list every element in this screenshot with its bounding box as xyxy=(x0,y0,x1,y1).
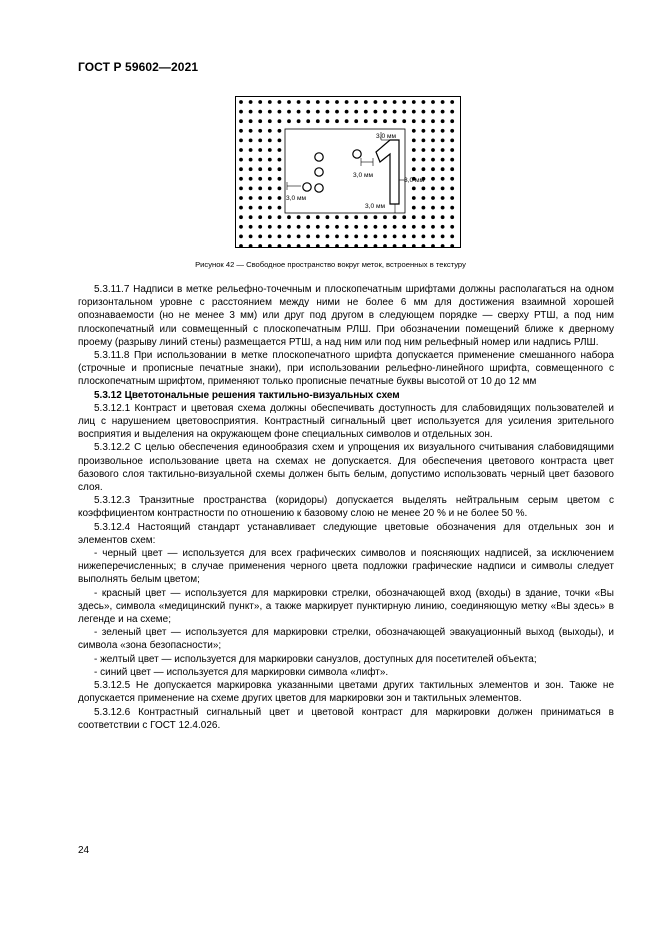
texture-dot xyxy=(450,177,454,181)
texture-dot xyxy=(306,110,310,114)
texture-dot xyxy=(239,110,243,114)
texture-dot xyxy=(383,225,387,229)
texture-dot xyxy=(364,119,368,123)
texture-dot xyxy=(441,196,445,200)
texture-dot xyxy=(354,215,358,219)
texture-dot xyxy=(393,244,397,248)
texture-dot xyxy=(239,148,243,152)
texture-dot xyxy=(287,244,291,248)
texture-dot xyxy=(278,225,282,229)
paragraph: 5.3.12.5 Не допускается маркировка указанными цветами других тактильных элементов и зон. Также не допускается применение на схеме других цветов для маркировки зон и тактильных элементов. xyxy=(78,680,614,705)
texture-dot xyxy=(326,110,330,114)
body-text xyxy=(78,283,614,732)
texture-dot xyxy=(364,235,368,239)
texture-dot xyxy=(249,235,253,239)
section-heading: 5.3.12 Цветотональные решения тактильно-визуальных схем xyxy=(94,389,400,401)
texture-dot xyxy=(335,215,339,219)
texture-dot xyxy=(431,187,435,191)
texture-dot xyxy=(287,119,291,123)
texture-dot xyxy=(354,235,358,239)
list-item: - красный цвет — используется для маркировки стрелки, обозначающей вход (входы) в здание, точки «Вы здесь», символа «медицинский пункт», а также маркирует пунктирную линию, соединяющую метку «Вы здесь» в легенде и на схеме; xyxy=(78,587,614,626)
texture-dot xyxy=(431,225,435,229)
texture-dot xyxy=(249,129,253,133)
texture-dot xyxy=(316,225,320,229)
texture-dot xyxy=(258,158,262,162)
texture-dot xyxy=(450,196,454,200)
texture-dot xyxy=(287,235,291,239)
texture-dot xyxy=(316,215,320,219)
texture-dot xyxy=(450,206,454,210)
texture-dot xyxy=(402,225,406,229)
dim-label-left: 3,0 мм xyxy=(286,195,307,202)
list-item: - зеленый цвет — используется для маркировки стрелки, обозначающей эвакуационный выход (выходы), и символа «зона безопасности»; xyxy=(78,627,614,652)
texture-dot xyxy=(306,225,310,229)
texture-dot xyxy=(412,100,416,104)
texture-dot xyxy=(258,235,262,239)
texture-dot xyxy=(422,129,426,133)
texture-dot xyxy=(441,187,445,191)
texture-dot xyxy=(306,235,310,239)
texture-dot xyxy=(278,177,282,181)
texture-dot xyxy=(450,167,454,171)
texture-dot xyxy=(268,244,272,248)
texture-dot xyxy=(239,129,243,133)
texture-dot xyxy=(354,110,358,114)
texture-dot xyxy=(258,119,262,123)
texture-dot xyxy=(239,215,243,219)
texture-dot xyxy=(268,100,272,104)
figure-caption: Рисунок 42 — Свободное пространство вокруг меток, встроенных в текстуру xyxy=(195,260,466,269)
braille-dot xyxy=(303,183,311,191)
texture-dot xyxy=(450,215,454,219)
texture-dot xyxy=(306,100,310,104)
texture-dot xyxy=(431,158,435,162)
texture-dot xyxy=(258,100,262,104)
texture-dot xyxy=(306,119,310,123)
texture-dot xyxy=(287,100,291,104)
texture-dot xyxy=(335,110,339,114)
texture-dot xyxy=(393,100,397,104)
texture-dot xyxy=(268,235,272,239)
texture-dot xyxy=(364,110,368,114)
texture-dot xyxy=(374,100,378,104)
texture-dot xyxy=(258,167,262,171)
texture-dot xyxy=(431,148,435,152)
texture-dot xyxy=(345,110,349,114)
texture-dot xyxy=(393,235,397,239)
texture-dot xyxy=(345,225,349,229)
texture-dot xyxy=(278,187,282,191)
texture-dot xyxy=(402,119,406,123)
texture-dot xyxy=(412,158,416,162)
texture-dot xyxy=(249,139,253,143)
texture-dot xyxy=(278,129,282,133)
figure-diagram xyxy=(235,96,461,248)
texture-dot xyxy=(345,119,349,123)
texture-dot xyxy=(258,196,262,200)
texture-dot xyxy=(287,215,291,219)
texture-dot xyxy=(450,158,454,162)
texture-dot xyxy=(268,167,272,171)
texture-dot xyxy=(249,215,253,219)
figure-42 xyxy=(235,96,461,248)
braille-dot xyxy=(315,168,323,176)
texture-dot xyxy=(249,158,253,162)
texture-dot xyxy=(412,139,416,143)
texture-dot xyxy=(268,206,272,210)
texture-dot xyxy=(374,110,378,114)
texture-dot xyxy=(335,235,339,239)
texture-dot xyxy=(441,158,445,162)
texture-dot xyxy=(326,235,330,239)
texture-dot xyxy=(393,110,397,114)
texture-dot xyxy=(268,177,272,181)
texture-dot xyxy=(450,244,454,248)
texture-dot xyxy=(258,148,262,152)
texture-dot xyxy=(258,129,262,133)
texture-dot xyxy=(239,187,243,191)
texture-dot xyxy=(393,119,397,123)
texture-dot xyxy=(249,110,253,114)
texture-dot xyxy=(278,196,282,200)
texture-dot xyxy=(239,119,243,123)
texture-dot xyxy=(441,100,445,104)
texture-dot xyxy=(268,196,272,200)
texture-dot xyxy=(278,158,282,162)
texture-dot xyxy=(297,225,301,229)
texture-dot xyxy=(422,110,426,114)
texture-dot xyxy=(249,119,253,123)
texture-dot xyxy=(393,225,397,229)
texture-dot xyxy=(412,244,416,248)
texture-dot xyxy=(450,110,454,114)
texture-dot xyxy=(402,100,406,104)
document-header: ГОСТ Р 59602—2021 xyxy=(78,60,199,74)
texture-dot xyxy=(441,225,445,229)
texture-dot xyxy=(354,119,358,123)
texture-dot xyxy=(412,206,416,210)
texture-dot xyxy=(258,225,262,229)
texture-dot xyxy=(345,100,349,104)
texture-dot xyxy=(450,100,454,104)
texture-dot xyxy=(383,100,387,104)
texture-dot xyxy=(422,119,426,123)
texture-dot xyxy=(354,244,358,248)
texture-dot xyxy=(335,119,339,123)
texture-dot xyxy=(239,206,243,210)
texture-dot xyxy=(278,215,282,219)
texture-dot xyxy=(239,235,243,239)
dim-label-bottom: 3,0 мм xyxy=(365,203,386,210)
texture-dot xyxy=(431,215,435,219)
texture-dot xyxy=(422,206,426,210)
texture-dot xyxy=(297,244,301,248)
paragraph: 5.3.12.6 Контрастный сигнальный цвет и цветовой контраст для маркировки должен приниматься в соответствии с ГОСТ 12.4.026. xyxy=(78,706,614,731)
texture-dot xyxy=(441,177,445,181)
texture-dot xyxy=(258,177,262,181)
paragraph: 5.3.11.8 При использовании в метке плоскопечатного шрифта допускается применение смешанного набора (строчные и прописные печатные знаки), при использовании рельефно-линейного шрифта, совмещенного с плоскопечатным шрифтом, применяют только прописные печатные буквы высотой от 10 до 12 мм xyxy=(78,350,614,388)
texture-dot xyxy=(431,235,435,239)
texture-dot xyxy=(287,110,291,114)
texture-dot xyxy=(278,119,282,123)
texture-dot xyxy=(258,187,262,191)
texture-dot xyxy=(249,244,253,248)
texture-dot xyxy=(422,225,426,229)
texture-dot xyxy=(450,129,454,133)
texture-dot xyxy=(354,225,358,229)
paragraph: 5.3.12.4 Настоящий стандарт устанавливает следующие цветовые обозначения для отдельных зон и элементов схем: xyxy=(78,521,614,546)
paragraph: 5.3.12.3 Транзитные пространства (коридоры) допускается выделять нейтральным серым цветом с коэффициентом контрастности по отношению к базовому слою не менее 20 % и не более 50 %. xyxy=(78,495,614,520)
texture-dot xyxy=(441,129,445,133)
texture-dot xyxy=(316,235,320,239)
texture-dot xyxy=(268,110,272,114)
texture-dot xyxy=(364,225,368,229)
texture-dot xyxy=(268,139,272,143)
texture-dot xyxy=(297,110,301,114)
texture-dot xyxy=(383,215,387,219)
texture-dot xyxy=(374,244,378,248)
texture-dot xyxy=(306,215,310,219)
texture-dot xyxy=(431,206,435,210)
texture-dot xyxy=(412,129,416,133)
braille-dot xyxy=(315,153,323,161)
texture-dot xyxy=(412,148,416,152)
texture-dot xyxy=(431,129,435,133)
texture-dot xyxy=(278,206,282,210)
texture-dot xyxy=(431,244,435,248)
texture-dot xyxy=(268,119,272,123)
texture-dot xyxy=(297,119,301,123)
texture-dot xyxy=(431,177,435,181)
texture-dot xyxy=(249,206,253,210)
texture-dot xyxy=(441,235,445,239)
texture-dot xyxy=(402,235,406,239)
texture-dot xyxy=(422,100,426,104)
braille-dot xyxy=(353,150,361,158)
texture-dot xyxy=(402,244,406,248)
texture-dot xyxy=(278,148,282,152)
texture-dot xyxy=(239,225,243,229)
texture-dot xyxy=(258,244,262,248)
texture-dot xyxy=(268,225,272,229)
texture-dot xyxy=(383,235,387,239)
texture-dot xyxy=(374,215,378,219)
paragraph: 5.3.12.2 С целью обеспечения единообразия схем и упрощения их визуального считывания слабовидящими произвольное использование цвета на схемах не допускается. Для обеспечения цветового контраста цвет базового слоя тактильно-визуальной схемы должен быть белым, допустимо использовать черный цвет базового слоя. xyxy=(78,442,614,494)
texture-dot xyxy=(239,244,243,248)
texture-dot xyxy=(422,148,426,152)
texture-dot xyxy=(287,225,291,229)
texture-dot xyxy=(412,167,416,171)
texture-dot xyxy=(431,110,435,114)
texture-dot xyxy=(249,148,253,152)
texture-dot xyxy=(278,167,282,171)
texture-dot xyxy=(450,139,454,143)
texture-dot xyxy=(258,110,262,114)
texture-dot xyxy=(422,244,426,248)
texture-dot xyxy=(412,119,416,123)
texture-dot xyxy=(249,177,253,181)
texture-dot xyxy=(450,187,454,191)
texture-dot xyxy=(412,225,416,229)
texture-dot xyxy=(402,215,406,219)
texture-dot xyxy=(316,119,320,123)
dim-label-center: 3,0 мм xyxy=(353,172,374,179)
texture-dot xyxy=(450,225,454,229)
texture-dot xyxy=(316,110,320,114)
texture-dot xyxy=(450,148,454,152)
texture-dot xyxy=(383,119,387,123)
texture-dot xyxy=(326,215,330,219)
texture-dot xyxy=(268,158,272,162)
texture-dot xyxy=(422,187,426,191)
texture-dot xyxy=(297,100,301,104)
texture-dot xyxy=(268,215,272,219)
texture-dot xyxy=(441,167,445,171)
texture-dot xyxy=(345,215,349,219)
texture-dot xyxy=(297,215,301,219)
texture-dot xyxy=(364,215,368,219)
texture-dot xyxy=(239,139,243,143)
texture-dot xyxy=(450,235,454,239)
texture-dot xyxy=(335,100,339,104)
texture-dot xyxy=(258,215,262,219)
texture-dot xyxy=(354,100,358,104)
texture-dot xyxy=(316,244,320,248)
texture-dot xyxy=(402,110,406,114)
texture-dot xyxy=(383,110,387,114)
paragraph: 5.3.11.7 Надписи в метке рельефно-точечным и плоскопечатным шрифтами должны располагаться на одном горизонтальном уровне с расстоянием между ними не более 6 мм для достижения взаимной хорошей опознаваемости (но не менее 3 мм) или друг под другом в следующем порядке — сверху РТШ, а под ним плоскопечатный или совмещенный с плоскопечатным РЛШ. При обозначении помещений ближе к дверному проему (разрыву линий стены) размещается РТШ, а над ним или под ним рельефный номер или надпись РЛШ. xyxy=(78,284,614,348)
texture-dot xyxy=(441,244,445,248)
texture-dot xyxy=(412,187,416,191)
texture-dot xyxy=(268,129,272,133)
texture-dot xyxy=(422,158,426,162)
texture-dot xyxy=(258,139,262,143)
texture-dot xyxy=(431,119,435,123)
texture-dot xyxy=(364,100,368,104)
texture-dot xyxy=(431,100,435,104)
list-item: - желтый цвет — используется для маркировки санузлов, доступных для посетителей объекта; xyxy=(94,653,537,665)
texture-dot xyxy=(422,139,426,143)
texture-dot xyxy=(326,225,330,229)
texture-dot xyxy=(278,110,282,114)
texture-dot xyxy=(239,167,243,171)
dim-label-right: 3,0 мм xyxy=(404,177,425,184)
texture-dot xyxy=(239,177,243,181)
texture-dot xyxy=(239,158,243,162)
texture-dot xyxy=(441,110,445,114)
texture-dot xyxy=(431,196,435,200)
texture-dot xyxy=(441,206,445,210)
texture-dot xyxy=(441,139,445,143)
texture-dot xyxy=(374,225,378,229)
texture-dot xyxy=(258,206,262,210)
texture-dot xyxy=(441,148,445,152)
texture-dot xyxy=(326,244,330,248)
texture-dot xyxy=(268,187,272,191)
texture-dot xyxy=(316,100,320,104)
page-number: 24 xyxy=(78,845,90,856)
texture-dot xyxy=(268,148,272,152)
list-item: - синий цвет — используется для маркировки символа «лифт». xyxy=(94,666,389,678)
texture-dot xyxy=(422,167,426,171)
texture-dot xyxy=(326,100,330,104)
list-item: - черный цвет — используется для всех графических символов и поясняющих надписей, за исключением нижеперечисленных; в случае применения черного цвета подложки графические надписи и символы следует выполнять белым цветом; xyxy=(78,548,614,586)
texture-dot xyxy=(249,187,253,191)
texture-dot xyxy=(239,100,243,104)
texture-dot xyxy=(326,119,330,123)
texture-dot xyxy=(345,244,349,248)
texture-dot xyxy=(249,100,253,104)
texture-dot xyxy=(441,119,445,123)
texture-dot xyxy=(239,196,243,200)
texture-dot xyxy=(412,110,416,114)
texture-dot xyxy=(249,196,253,200)
texture-dot xyxy=(345,235,349,239)
texture-dot xyxy=(364,244,368,248)
texture-dot xyxy=(278,100,282,104)
texture-dot xyxy=(412,196,416,200)
texture-dot xyxy=(278,235,282,239)
texture-dot xyxy=(374,235,378,239)
texture-dot xyxy=(278,244,282,248)
texture-dot xyxy=(450,119,454,123)
texture-dot xyxy=(249,225,253,229)
texture-dot xyxy=(422,215,426,219)
texture-dot xyxy=(412,215,416,219)
texture-dot xyxy=(297,235,301,239)
texture-dot xyxy=(335,225,339,229)
texture-dot xyxy=(431,139,435,143)
texture-dot xyxy=(441,215,445,219)
texture-dot xyxy=(422,196,426,200)
texture-dot xyxy=(422,235,426,239)
texture-dot xyxy=(249,167,253,171)
dim-label-top: 3,0 мм xyxy=(376,133,397,140)
texture-dot xyxy=(306,244,310,248)
braille-dot xyxy=(315,184,323,192)
texture-dot xyxy=(383,244,387,248)
paragraph: 5.3.12.1 Контраст и цветовая схема должны обеспечивать доступность для слабовидящих пользователей и лиц с нарушением цветовосприятия. Контрастный сигнальный цвет используется для усиления зрительного восприятия и выделения на окружающем фоне специальных символов и отдельных зон. xyxy=(78,402,614,441)
texture-dot xyxy=(412,235,416,239)
texture-dot xyxy=(335,244,339,248)
texture-dot xyxy=(278,139,282,143)
texture-dot xyxy=(393,215,397,219)
texture-dot xyxy=(431,167,435,171)
texture-dot xyxy=(374,119,378,123)
